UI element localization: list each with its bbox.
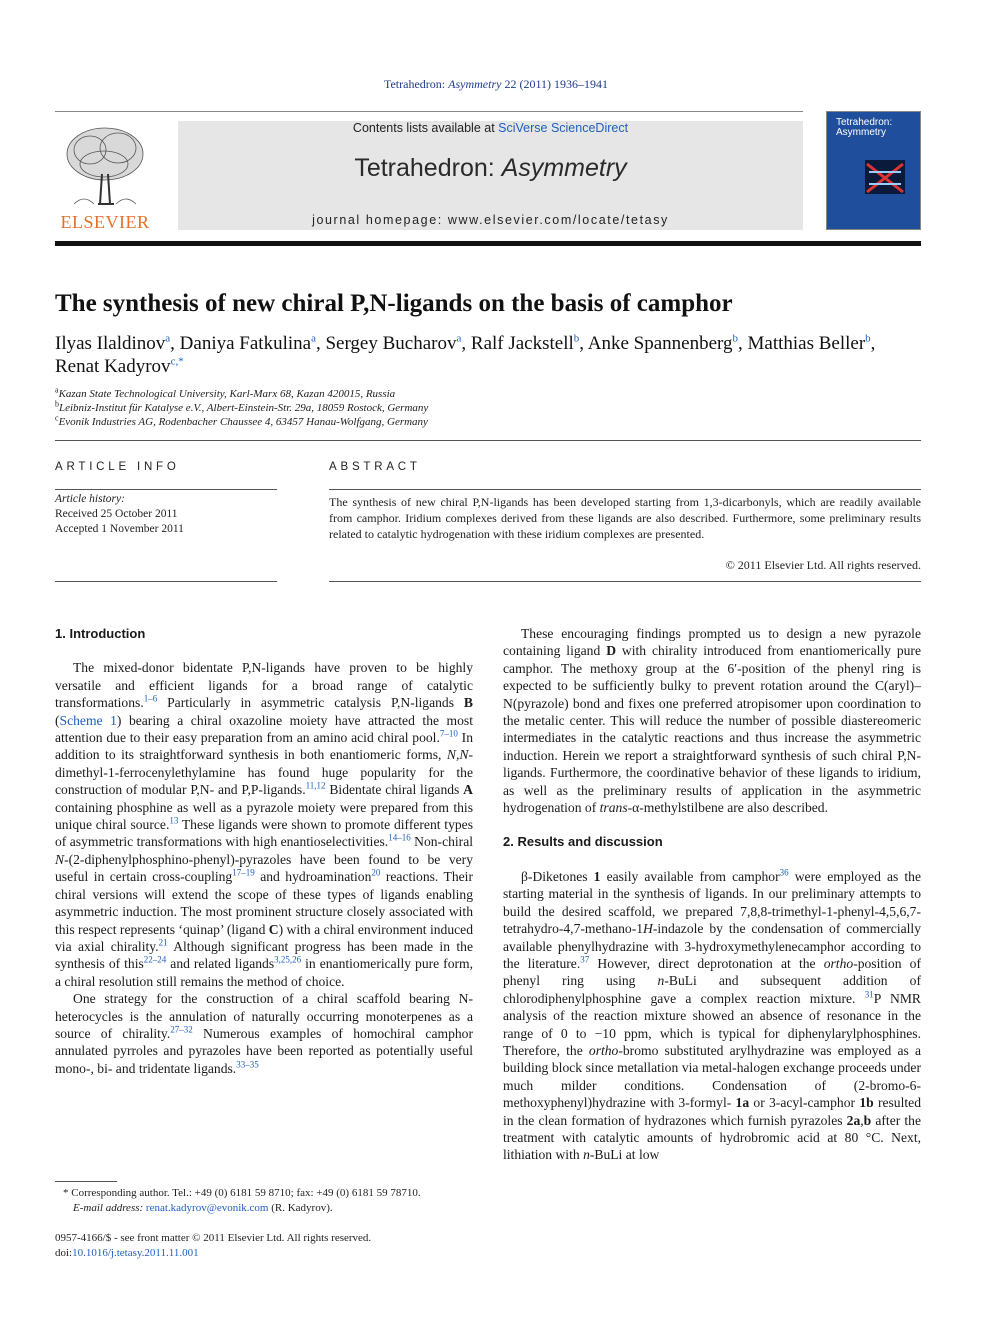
paragraph: β-Diketones 1 easily available from camphor$^{36}$ were employed as the starting material in the synthesis of ligands. In our preliminary attempts to build the desired scaffold, we prepared 7,8,8-trimethyl-1-phenyl-4,5,6,7-tetrahydro-4,7-methano-1H-indazole by the condensation of commercially available phenylhydrazine with 3-hydroxymethylenecamphor according to the literature.$^{37}$ However, direct deprotonation at the ortho-position of phenyl ring using n-BuLi and subsequent addition of chlorodiphenylphosphine gave a complex reaction mixture. $^{31}$P NMR analysis of the reaction mixture showed an absence of resonance in the range of 0 to −10 ppm, which is typical for diphenylarylphosphines. Therefore, the ortho-bromo substituted arylhydrazine was employed as a building block since metallation via metal-halogen exchange proceeds under much milder conditions. Condensation of (2-bromo-6-methoxyphenyl)hydrazine with 3-formyl- 1a or 3-acyl-camphor 1b resulted in the clean formation of hydrazones which furnish pyrazoles 2a,b after the treatment with catalytic amounts of hydrobromic acid at 80 °C. Next, lithiation with n-BuLi at low	[503, 867, 922, 1163]
paragraph: The mixed-donor bidentate P,N-ligands have proven to be highly versatile and efficient ligands for a broad range of catalytic transformations.$^{1-6}$ Particularly in asymmetric catalysis P,N-ligands B (Scheme 1) bearing a chiral oxazoline moiety have attracted the most attention due to their easy preparation from an amino acid chiral pool.$^{7-10}$ In addition to its straightforward synthesis in both enantiomeric forms, N,N-dimethyl-1-ferrocenylethylamine has found huge popularity for the construction of modular P,N- and P,P-ligands.$^{11,12}$ Bidentate chiral ligands A containing phosphine as well as a pyrazole moiety were prepared from this unique chiral source.$^{13}$ These ligands were shown to promote different types of asymmetric transformations with high enantioselectivities.$^{14-16}$ Non-chiral N-(2-diphenylphosphino-phenyl)-pyrazoles have been found to be very useful in certain cross-coupling$^{17-19}$ and hydroamination$^{20}$ reactions. Their chiral versions will extend the scope of these types of ligands enabling asymmetric induction. The most prominent structure closely associated with this respect represents ‘quinap’ (ligand C) with a chiral environment induced via axial chirality.$^{21}$ Although significant progress has been made in the synthesis of this$^{22-24}$ and related ligands$^{3,25,26}$ in enantiomerically pure form, a chiral resolution still remains the method of choice.	[55, 660, 474, 989]
doi-line: doi:10.1016/j.tetasy.2011.11.001	[55, 1247, 199, 1259]
received-date: Received 25 October 2011	[55, 508, 178, 520]
author-name: Anke Spannenberg	[587, 333, 733, 354]
abstract-text: The synthesis of new chiral P,N-ligands has been developed starting from 1,3-dicarbonyls, which are readily available from camphor. Iridium complexes derived from these ligands are also described. Furthermore, some preliminary results related to catalytic hydrogenation with these iridium complexes are presented.	[329, 495, 921, 541]
footnote	[55, 1186, 473, 1216]
paragraph: These encouraging findings prompted us to design a new pyrazole containing ligand D with chirality introduced from enantiomerically pure camphor. The methoxy group at the 6′-position of the phenyl ring is expected to be sufficiently bulky to prevent rotation around the C(aryl)–N(pyrazole) bond and fixes one preferred atropisomer upon coordination to the metalic center. This will reduce the number of possible diastereomeric intermediates in the catalytic reactions and thus increase the asymmetric induction. Herein we report a straightforward synthesis of such chiral P,N-ligands. Furthermore, the coordinative behavior of these ligands to iridium, as well as the preliminary results of application in the asymmetric hydrogenation of trans-α-methylstilbene are also described.	[503, 626, 921, 816]
affiliation-link[interactable]: c,*	[170, 355, 184, 368]
author-name: Ilyas Ilaldinov	[55, 333, 166, 354]
affiliation-link[interactable]: b	[865, 332, 871, 345]
abstract-heading: ABSTRACT	[329, 461, 421, 473]
affiliations	[55, 387, 921, 429]
email-link[interactable]: renat.kadyrov@evonik.com	[145, 1202, 269, 1214]
header-rule	[55, 111, 803, 112]
paragraph: One strategy for the construction of a chiral scaffold bearing N-heterocycles is the annulation of naturally occurring monoterpenes as a source of chirality.$^{27-32}$ Numerous examples of homochiral camphor annulated pyrroles and pyrazoles have been reported as potentially useful mono-, bi- and tridentate ligands.$^{33-35}$	[55, 991, 473, 1076]
divider	[55, 581, 277, 582]
header-thick-rule	[55, 241, 921, 246]
footnote-rule	[55, 1181, 117, 1182]
front-matter-footer	[55, 1231, 473, 1261]
elsevier-wordmark: ELSEVIER	[60, 212, 150, 232]
affiliation-link[interactable]: a	[165, 332, 171, 345]
affiliation-c: $^c$Evonik Industries AG, Rodenbacher Chaussee 4, 63457 Hanau-Wolfgang, Germany	[55, 413, 428, 428]
contents-line: Contents lists available at SciVerse ScienceDirect	[352, 121, 629, 135]
divider	[55, 440, 921, 441]
author-name: Sergey Bucharov	[325, 333, 457, 354]
affiliation-link[interactable]: b	[732, 332, 738, 345]
abstract-copyright: © 2011 Elsevier Ltd. All rights reserved.	[725, 558, 921, 572]
issn-line: 0957-4166/$ - see front matter © 2011 Elsevier Ltd. All rights reserved.	[55, 1232, 372, 1244]
section-heading: 1. Introduction	[55, 626, 146, 641]
author-list: Ilyas Ilaldinov$^a$, Daniya Fatkulina$^a$, Sergey Bucharov$^a$, Ralf Jackstell$^b$, Anke Spannenberg$^b$, Matthias Beller$^b$, Renat Kadyrov$^{c,*}$	[55, 332, 876, 377]
sciencedirect-link[interactable]: SciVerse ScienceDirect	[498, 121, 629, 135]
divider	[55, 489, 277, 490]
affiliation-link[interactable]: a	[311, 332, 316, 345]
divider	[329, 581, 921, 582]
doi-link[interactable]: 10.1016/j.tetasy.2011.11.001	[72, 1247, 199, 1259]
affiliation-link[interactable]: a	[456, 332, 462, 345]
body-right-column	[503, 625, 921, 1164]
body-left-column	[55, 625, 473, 1077]
author-name: Daniya Fatkulina	[179, 333, 312, 354]
affiliation-a: $^a$Kazan State Technological University, Karl-Marx 68, Kazan 420015, Russia	[55, 385, 396, 400]
journal-title: Tetrahedron: Asymmetry	[354, 154, 627, 182]
corresponding-author-note: * Corresponding author. Tel.: +49 (0) 6181 59 8710; fax: +49 (0) 6181 59 78710.	[63, 1187, 421, 1199]
section-heading: 2. Results and discussion	[503, 834, 663, 850]
history-label: Article history:	[55, 493, 125, 505]
author-name: Renat Kadyrov	[55, 356, 171, 377]
accepted-date: Accepted 1 November 2011	[55, 523, 184, 535]
cover-title: Tetrahedron: Asymmetry	[836, 117, 893, 138]
article-info-heading: ARTICLE INFO	[55, 461, 180, 473]
article-history	[55, 492, 277, 537]
journal-citation: Tetrahedron: Asymmetry 22 (2011) 1936–1941	[383, 77, 608, 91]
divider	[329, 489, 921, 490]
affiliation-link[interactable]: b	[573, 332, 580, 345]
author-name: Matthias Beller	[747, 333, 866, 354]
author-name: Ralf Jackstell	[470, 333, 574, 354]
article-title: The synthesis of new chiral P,N-ligands on the basis of camphor	[55, 290, 733, 317]
journal-homepage: journal homepage: www.elsevier.com/locate/tetasy	[312, 213, 669, 227]
affiliation-b: $^b$Leibniz-Institut für Katalyse e.V., Albert-Einstein-Str. 29a, 18059 Rostock, Germany	[55, 399, 429, 414]
homepage-link[interactable]: www.elsevier.com/locate/tetasy	[447, 213, 669, 227]
email-line: E-mail address: renat.kadyrov@evonik.com (R. Kadyrov).	[73, 1202, 333, 1214]
